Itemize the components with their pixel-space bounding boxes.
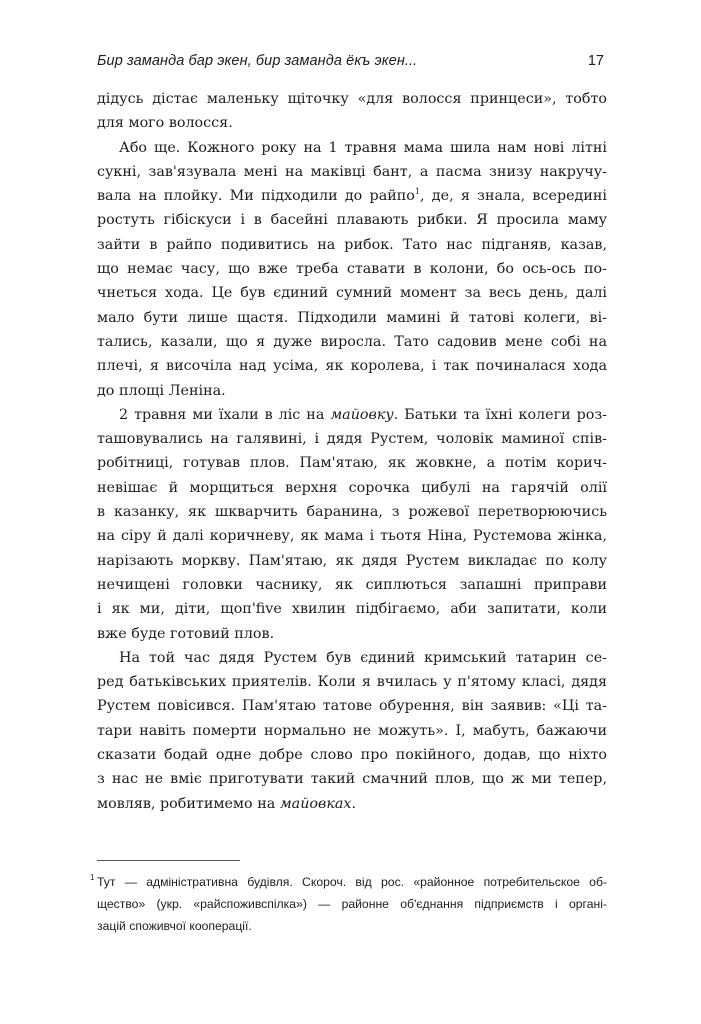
text-line bbox=[97, 354, 607, 378]
text-line bbox=[97, 476, 607, 500]
text-line-content: мовляв, робитимемо на bbox=[97, 795, 280, 812]
text-line-content: сказати бодай одне добре слово про покійного, додав, що ніхто bbox=[97, 747, 607, 764]
footnote-marker: 1 bbox=[414, 187, 420, 197]
text-line bbox=[97, 597, 607, 621]
text-line bbox=[97, 208, 607, 232]
text-line bbox=[97, 670, 607, 694]
italic-word: майовку bbox=[330, 406, 394, 423]
text-line-content: тались, казали, що я дуже виросла. Тато садовив мене собі на bbox=[97, 333, 607, 350]
text-line-content: сукні, зав'язувала мені на маківці бант, а пасма знизу накручу- bbox=[97, 163, 607, 180]
text-line bbox=[97, 184, 607, 208]
text-line-content: Або ще. Кожного року на 1 травня мама шила нам нові літні bbox=[119, 139, 607, 156]
italic-word: майовках bbox=[279, 795, 352, 812]
text-line-content: робітниці, готував плов. Пам'ятаю, як жовкне, а потім корич- bbox=[97, 455, 607, 472]
page-number: 17 bbox=[587, 53, 604, 69]
text-line-content: Рустем повісився. Пам'ятаю татове обурення, він заявив: «Ці та- bbox=[97, 698, 607, 715]
text-line bbox=[97, 694, 607, 718]
footnote-divider bbox=[97, 860, 240, 861]
text-line-content: тари навіть померти нормально не можуть». І, мабуть, бажаючи bbox=[97, 722, 607, 739]
text-line-content: нарізають моркву. Пам'ятаю, як дядя Рустем викладає по колу bbox=[97, 552, 607, 569]
running-header bbox=[97, 53, 604, 73]
text-line-content: ташовувались на галявині, і дядя Рустем, чоловік маминої спів- bbox=[97, 431, 607, 448]
text-line-content: дідусь дістає маленьку щіточку «для волосся принцеси», тобто bbox=[97, 91, 607, 107]
text-line bbox=[97, 427, 607, 451]
text-line-content: з нас не вміє приготувати такий смачний плов, що ж ми тепер, bbox=[97, 771, 607, 788]
text-line bbox=[97, 524, 607, 548]
text-line bbox=[97, 719, 607, 743]
text-line-content: На той час дядя Рустем був єдиний кримський татарин се- bbox=[119, 649, 607, 666]
text-line-content: в казанку, як шкварчить баранина, з рожевої перетворюючись bbox=[97, 504, 607, 521]
text-line bbox=[97, 111, 607, 135]
text-line bbox=[97, 330, 607, 354]
text-line-content: до площі Леніна. bbox=[97, 382, 226, 399]
text-line-content: нечищені головки часнику, як сиплються запашні приправи bbox=[97, 576, 607, 593]
text-line-content: чнеться хода. Це був єдиний сумний момент за весь день, далі bbox=[97, 285, 607, 302]
text-line bbox=[97, 743, 607, 767]
text-line bbox=[97, 379, 607, 403]
text-line-content: вала на плойку. Ми підходили до райпо bbox=[97, 188, 415, 205]
text-line-content: для мого волосся. bbox=[97, 115, 233, 132]
text-line-content: 2 травня ми їхали в ліс на bbox=[119, 406, 331, 423]
footnote-line: зацій споживчої кооперації. bbox=[97, 919, 252, 933]
text-line bbox=[97, 573, 607, 597]
footnote-number: 1 bbox=[90, 873, 95, 882]
footnote bbox=[90, 871, 607, 937]
text-line-continuation: . Батьки та їхні колеги роз- bbox=[393, 406, 607, 423]
text-line bbox=[97, 136, 607, 160]
text-line-continuation: . bbox=[351, 795, 356, 812]
text-line bbox=[97, 646, 607, 670]
text-line bbox=[97, 549, 607, 573]
footnote-line: Тут — адміністративна будівля. Скороч. від рос. «районное потребительское об- bbox=[97, 875, 607, 889]
text-line-content: невішає й морщиться верхня сорочка цибулі на гарячій олії bbox=[97, 479, 607, 496]
text-line-content: зайти в райпо подивитись на рибок. Тато нас підганяв, казав, bbox=[97, 236, 607, 253]
text-line bbox=[97, 281, 607, 305]
text-line-content: ростуть гібіскуси і в басейні плавають рибки. Я просила маму bbox=[97, 212, 607, 229]
text-line bbox=[97, 622, 607, 646]
text-line bbox=[97, 306, 607, 330]
text-line bbox=[97, 451, 607, 475]
text-line-continuation: , де, я знала, всередині bbox=[420, 188, 607, 205]
text-line bbox=[97, 767, 607, 791]
text-line bbox=[97, 87, 607, 111]
footnote-line: щество» (укр. «райспоживспілка») — районне об'єднання підприємств і органі- bbox=[97, 897, 607, 911]
text-line bbox=[97, 792, 607, 816]
text-line-content: на сіру й далі коричневу, як мама і тьотя Ніна, Рустемова жінка, bbox=[97, 528, 607, 545]
text-line bbox=[97, 500, 607, 524]
text-line bbox=[97, 403, 607, 427]
text-line bbox=[97, 233, 607, 257]
text-line-content: і як ми, діти, щоп'five хвилин підбігаємо, аби запитати, коли bbox=[97, 601, 607, 618]
text-line-content: вже буде готовий плов. bbox=[97, 625, 275, 642]
text-line-content: що немає часу, що вже треба ставати в колони, бо ось-ось по- bbox=[97, 261, 607, 278]
text-line-content: плечі, я височіла над усіма, як королева, і так починалася хода bbox=[97, 358, 607, 375]
running-title: Бир заманда бар экен, бир заманда ёкъ экен... bbox=[97, 53, 418, 69]
body-text bbox=[97, 87, 607, 816]
text-line-content: мало бути лише щастя. Підходили мамині й татові колеги, ві- bbox=[97, 309, 607, 326]
text-line-content: ред батьківських приятелів. Коли я вчилась у п'ятому класі, дядя bbox=[97, 674, 607, 691]
text-line bbox=[97, 160, 607, 184]
text-line bbox=[97, 257, 607, 281]
